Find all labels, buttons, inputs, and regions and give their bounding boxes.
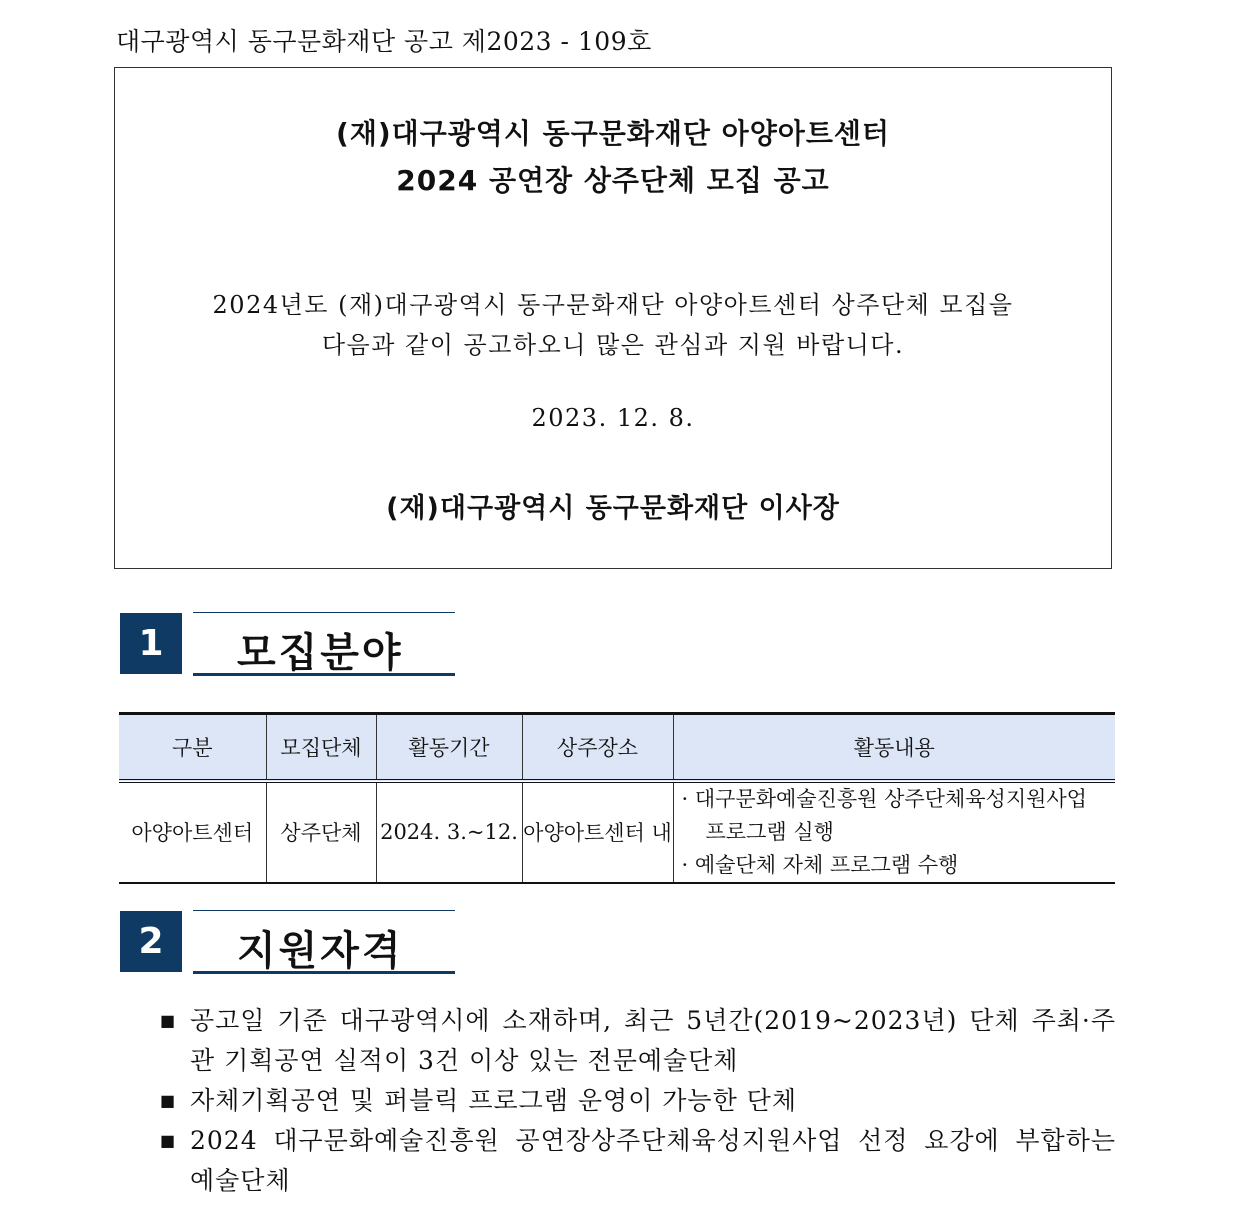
cell-period: 2024. 3.~12.: [376, 781, 522, 883]
notice-title-line2: 2024 공연장 상주단체 모집 공고: [396, 164, 830, 197]
list-item: [156, 1081, 1116, 1121]
section-2-number: 2: [120, 911, 182, 972]
square-bullet-icon: ■: [160, 1131, 177, 1150]
qualification-text-2: 자체기획공연 및 퍼블릭 프로그램 운영이 가능한 단체: [190, 1086, 797, 1115]
list-item: [156, 1121, 1116, 1201]
activity-item-2: · 예술단체 자체 프로그램 수행: [681, 852, 959, 877]
header-activity: 활동내용: [673, 714, 1115, 781]
section-1-title: 모집분야: [237, 630, 404, 676]
notice-box: [114, 67, 1112, 569]
qualification-text-3: 2024 대구문화예술진흥원 공연장상주단체육성지원사업 선정 요강에 부합하는 예술단체: [190, 1126, 1116, 1195]
cell-group: 상주단체: [266, 781, 376, 883]
table-header-row: [119, 714, 1115, 781]
header-place: 상주장소: [522, 714, 673, 781]
activity-item-1: · 대구문화예술진흥원 상주단체육성지원사업: [681, 786, 1087, 811]
cell-activity: [673, 781, 1115, 883]
header-category: 구분: [119, 714, 266, 781]
section-1-number: 1: [120, 613, 182, 674]
section-2-title: 지원자격: [237, 928, 404, 974]
notice-title-line1: (재)대구광역시 동구문화재단 아양아트센터: [336, 117, 890, 150]
notice-body-line2: 다음과 같이 공고하오니 많은 관심과 지원 바랍니다.: [321, 331, 905, 359]
square-bullet-icon: ■: [160, 1011, 177, 1030]
notice-date: 2023. 12. 8.: [531, 404, 695, 432]
section-1-title-frame: [193, 612, 455, 676]
list-item: [156, 1001, 1116, 1081]
recruitment-table: [119, 712, 1115, 884]
qualification-list: [156, 1001, 1116, 1201]
header-group: 모집단체: [266, 714, 376, 781]
section-2-heading: [120, 910, 455, 974]
qualification-text-1: 공고일 기준 대구광역시에 소재하며, 최근 5년간(2019~2023년) 단체 주최·주관 기획공연 실적이 3건 이상 있는 전문예술단체: [190, 1006, 1116, 1075]
activity-item-1-continued: 프로그램 실행: [705, 819, 834, 844]
notice-issuer: (재)대구광역시 동구문화재단 이사장: [386, 493, 840, 524]
document-number: 대구광역시 동구문화재단 공고 제2023 - 109호: [116, 27, 652, 56]
table-row: [119, 781, 1115, 883]
section-2-title-frame: [193, 910, 455, 974]
cell-category: 아양아트센터: [119, 781, 266, 883]
square-bullet-icon: ■: [160, 1091, 177, 1110]
cell-place: 아양아트센터 내: [522, 781, 673, 883]
header-period: 활동기간: [376, 714, 522, 781]
notice-body-line1: 2024년도 (재)대구광역시 동구문화재단 아양아트센터 상주단체 모집을: [212, 291, 1014, 319]
section-1-heading: [120, 612, 455, 676]
